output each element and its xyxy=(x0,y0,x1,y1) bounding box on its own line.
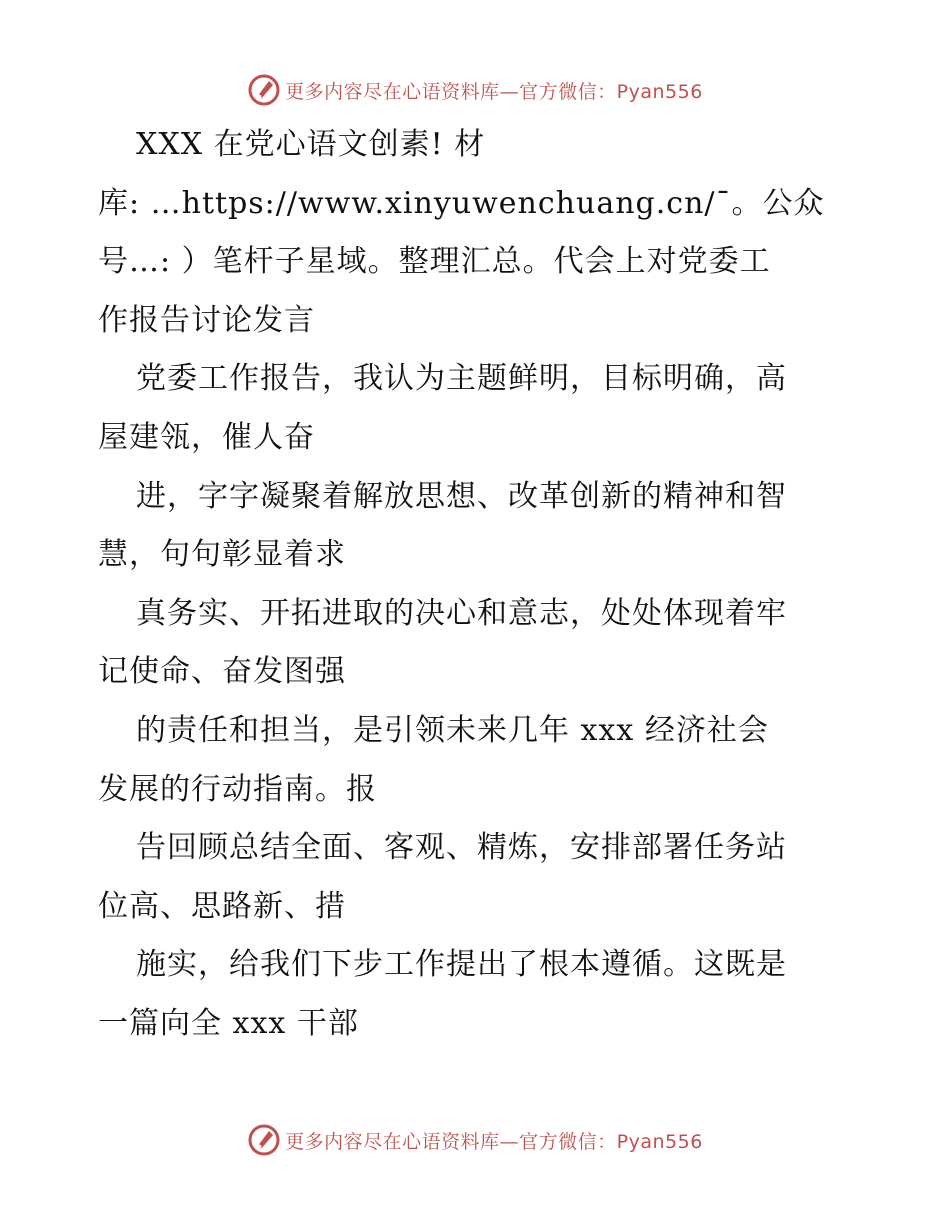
text-line: 告回顾总结全面、客观、精炼，安排部署任务站 xyxy=(136,830,787,866)
text-line: 党委工作报告，我认为主题鲜明，目标明确，高 xyxy=(136,361,787,397)
text-line: XXX 在党心语文创素! 材 xyxy=(136,127,486,162)
wechat-id: Pyan556 xyxy=(616,1130,703,1153)
text-line: 库: …https://www.xinyuwenchuang.cn/¯。公众 xyxy=(98,185,825,221)
text-line: 作报告讨论发言 xyxy=(98,302,315,338)
header-banner xyxy=(0,70,950,110)
text-line: 位高、思路新、措 xyxy=(98,888,346,924)
banner-text: 更多内容尽在心语资料库—官方微信：Pyan556 xyxy=(285,1130,703,1153)
text-line: 记使命、奋发图强 xyxy=(98,654,346,690)
text-line: 真务实、开拓进取的决心和意志，处处体现着牢 xyxy=(136,595,787,631)
text-line: 施实，给我们下步工作提出了根本遵循。这既是 xyxy=(136,947,787,983)
footer-banner xyxy=(0,1120,950,1160)
pen-nib-logo-icon xyxy=(247,73,281,107)
text-line: 的责任和担当，是引领未来几年 xxx 经济社会 xyxy=(136,712,769,748)
text-line: 发展的行动指南。报 xyxy=(98,771,377,807)
text-line: 慧，句句彰显着求 xyxy=(98,537,346,573)
text-line: 号…: ）笔杆子星域。整理汇总。代会上对党委工 xyxy=(98,244,771,280)
text-line: 屋建瓴，催人奋 xyxy=(98,419,315,455)
wechat-id: Pyan556 xyxy=(616,80,703,103)
text-line: 一篇向全 xxx 干部 xyxy=(98,1005,359,1041)
text-line: 进，字字凝聚着解放思想、改革创新的精神和智 xyxy=(136,478,787,514)
pen-nib-logo-icon xyxy=(247,1123,281,1157)
banner-text: 更多内容尽在心语资料库—官方微信：Pyan556 xyxy=(285,80,703,103)
document-body xyxy=(98,128,858,1066)
